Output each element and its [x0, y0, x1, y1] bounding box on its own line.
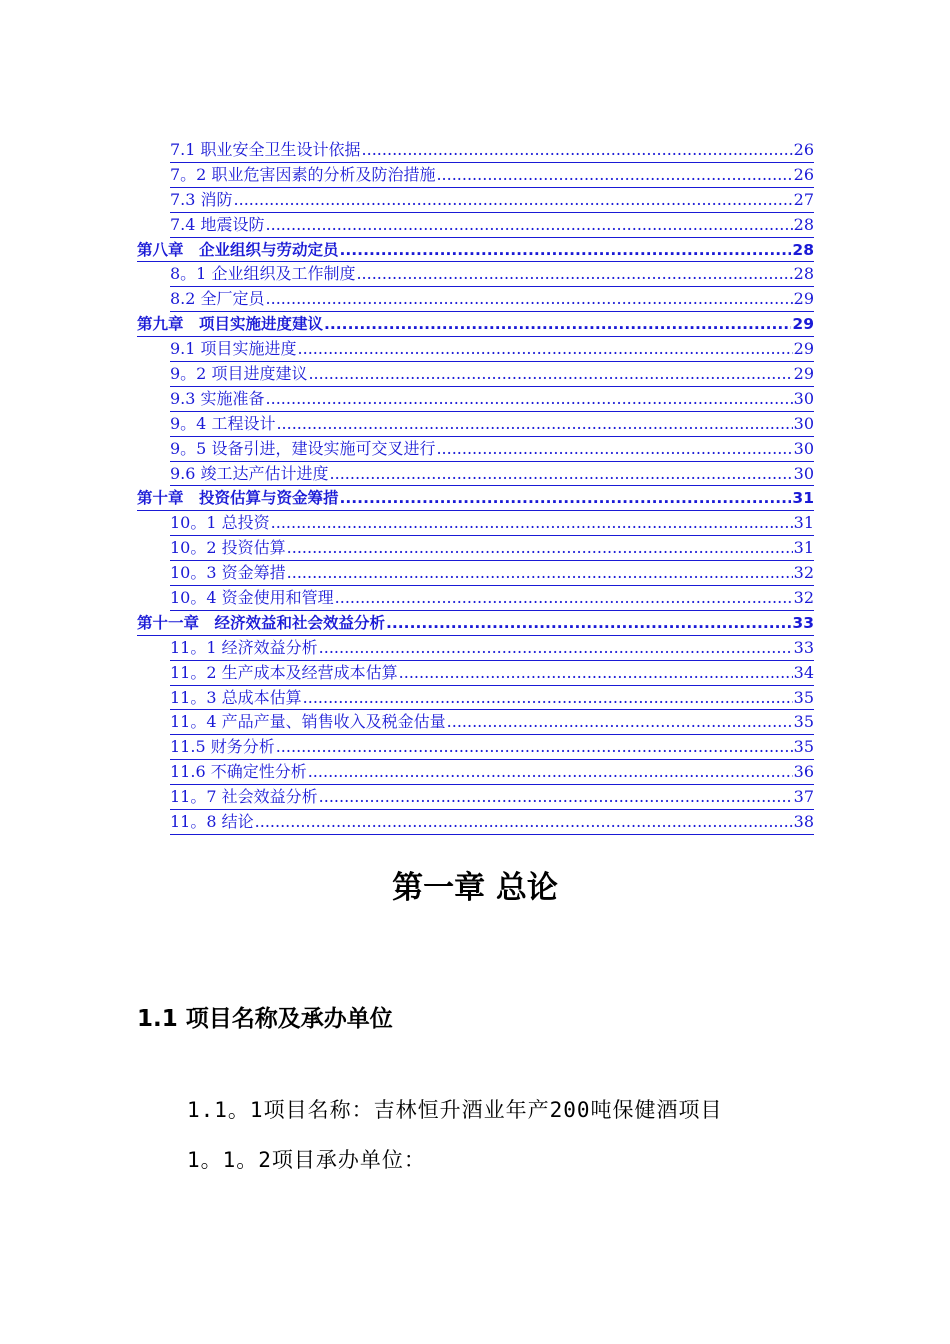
toc-page-number: 33 — [793, 637, 814, 657]
toc-page-number: 36 — [793, 762, 814, 782]
toc-page-number: 34 — [793, 662, 814, 682]
toc-page-number: 30 — [793, 438, 814, 458]
toc-leader-dots — [298, 337, 793, 362]
toc-entry-title: 9。5 设备引进，建设实施可交叉进行 — [170, 438, 436, 458]
toc-entry-title: 9.6 竣工达产估计进度 — [170, 463, 329, 483]
toc-page-number: 35 — [793, 687, 814, 707]
toc-chapter-link[interactable] — [137, 238, 814, 263]
toc-section-link[interactable] — [170, 138, 814, 163]
toc-leader-dots — [276, 412, 792, 437]
toc-page-number: 32 — [793, 563, 814, 583]
chapter-title: 第一章 总论 — [392, 870, 558, 906]
toc-page-number: 28 — [793, 264, 814, 284]
toc-entry-title: 第十章 投资估算与资金筹措 — [137, 489, 339, 508]
toc-page-number: 29 — [792, 315, 814, 334]
toc-page-number: 30 — [793, 413, 814, 433]
toc-section-link[interactable] — [170, 561, 814, 586]
toc-chapter-link[interactable] — [137, 611, 814, 636]
toc-leader-dots — [335, 586, 793, 611]
toc-entry-title: 10。1 总投资 — [170, 513, 270, 533]
toc-entry-title: 11.5 财务分析 — [170, 737, 275, 757]
toc-entry-title: 第八章 企业组织与劳动定员 — [137, 240, 339, 259]
toc-entry-title: 7。2 职业危害因素的分析及防治措施 — [170, 164, 436, 184]
toc-section-link[interactable] — [170, 536, 814, 561]
toc-entry-title: 第十一章 经济效益和社会效益分析 — [137, 613, 386, 632]
toc-leader-dots — [266, 287, 793, 312]
table-of-contents — [137, 138, 814, 835]
toc-leader-dots — [319, 785, 793, 810]
toc-entry-title: 11。4 产品产量、销售收入及税金估量 — [170, 712, 446, 732]
toc-entry-title: 10。2 投资估算 — [170, 538, 286, 558]
toc-page-number: 29 — [793, 339, 814, 359]
toc-entry-title: 7.3 消防 — [170, 189, 233, 209]
toc-leader-dots — [362, 138, 793, 163]
toc-leader-dots — [276, 735, 793, 760]
toc-entry-title: 9。2 项目进度建议 — [170, 364, 308, 384]
toc-leader-dots — [266, 213, 793, 238]
toc-section-link[interactable] — [170, 785, 814, 810]
toc-leader-dots — [255, 810, 793, 835]
toc-page-number: 30 — [793, 388, 814, 408]
toc-section-link[interactable] — [170, 287, 814, 312]
toc-section-link[interactable] — [170, 163, 814, 188]
toc-section-link[interactable] — [170, 661, 814, 686]
toc-leader-dots — [324, 312, 791, 337]
toc-page-number: 35 — [793, 712, 814, 732]
toc-section-link[interactable] — [170, 387, 814, 412]
toc-page-number: 31 — [793, 538, 814, 558]
toc-section-link[interactable] — [170, 213, 814, 238]
toc-page-number: 31 — [792, 489, 814, 508]
toc-leader-dots — [234, 188, 793, 213]
toc-section-link[interactable] — [170, 636, 814, 661]
toc-section-link[interactable] — [170, 710, 814, 735]
toc-entry-title: 7.4 地震设防 — [170, 214, 265, 234]
toc-leader-dots — [447, 710, 793, 735]
toc-section-link[interactable] — [170, 362, 814, 387]
toc-leader-dots — [399, 661, 793, 686]
toc-entry-title: 第九章 项目实施进度建议 — [137, 315, 324, 334]
toc-entry-title: 7.1 职业安全卫生设计依据 — [170, 140, 361, 159]
toc-entry-title: 8.2 全厂定员 — [170, 289, 265, 309]
toc-leader-dots — [308, 760, 793, 785]
toc-leader-dots — [340, 238, 792, 263]
toc-leader-dots — [287, 561, 793, 586]
toc-leader-dots — [340, 486, 792, 511]
toc-page-number: 35 — [793, 737, 814, 757]
toc-section-link[interactable] — [170, 412, 814, 437]
toc-leader-dots — [330, 462, 793, 487]
toc-page-number: 26 — [793, 140, 814, 159]
toc-page-number: 29 — [793, 364, 814, 384]
toc-section-link[interactable] — [170, 337, 814, 362]
toc-entry-title: 10。3 资金筹措 — [170, 563, 286, 583]
toc-page-number: 28 — [793, 214, 814, 234]
toc-leader-dots — [266, 387, 793, 412]
toc-section-link[interactable] — [170, 686, 814, 711]
toc-entry-title: 10。4 资金使用和管理 — [170, 588, 334, 608]
toc-page-number: 37 — [793, 787, 814, 807]
toc-page-number: 33 — [792, 613, 814, 632]
toc-section-link[interactable] — [170, 735, 814, 760]
toc-section-link[interactable] — [170, 511, 814, 536]
toc-leader-dots — [287, 536, 793, 561]
toc-page-number: 26 — [793, 164, 814, 184]
toc-leader-dots — [319, 636, 793, 661]
toc-leader-dots — [308, 362, 792, 387]
toc-page-number: 31 — [793, 513, 814, 533]
toc-section-link[interactable] — [170, 188, 814, 213]
toc-page-number: 28 — [792, 240, 814, 259]
toc-entry-title: 11。7 社会效益分析 — [170, 787, 318, 807]
toc-page-number: 38 — [793, 812, 814, 832]
toc-leader-dots — [436, 163, 792, 188]
toc-page-number: 32 — [793, 588, 814, 608]
project-name-line: 1.1。1项目名称：吉林恒升酒业年产200吨保健酒项目 — [187, 1098, 723, 1122]
toc-page-number: 29 — [793, 289, 814, 309]
toc-entry-title: 11。2 生产成本及经营成本估算 — [170, 662, 398, 682]
toc-leader-dots — [303, 686, 793, 711]
toc-page-number: 30 — [793, 463, 814, 483]
toc-entry-title: 11。1 经济效益分析 — [170, 637, 318, 657]
toc-section-link[interactable] — [170, 262, 814, 287]
toc-entry-title: 11。8 结论 — [170, 812, 254, 832]
toc-section-link[interactable] — [170, 462, 814, 487]
toc-section-link[interactable] — [170, 810, 814, 835]
toc-leader-dots — [356, 262, 792, 287]
section-title: 1.1 项目名称及承办单位 — [137, 1006, 393, 1032]
toc-section-link[interactable] — [170, 760, 814, 785]
toc-section-link[interactable] — [170, 586, 814, 611]
toc-leader-dots — [436, 437, 792, 462]
toc-entry-title: 11。3 总成本估算 — [170, 687, 302, 707]
toc-entry-title: 9.1 项目实施进度 — [170, 339, 297, 359]
toc-entry-title: 9。4 工程设计 — [170, 413, 276, 433]
toc-leader-dots — [386, 611, 791, 636]
toc-chapter-link[interactable] — [137, 486, 814, 511]
toc-entry-title: 11.6 不确定性分析 — [170, 762, 307, 782]
project-undertaker-line: 1。1。2项目承办单位： — [187, 1148, 426, 1172]
toc-leader-dots — [271, 511, 793, 536]
toc-entry-title: 8。1 企业组织及工作制度 — [170, 264, 356, 284]
toc-section-link[interactable] — [170, 437, 814, 462]
toc-page-number: 27 — [793, 189, 814, 209]
toc-chapter-link[interactable] — [137, 312, 814, 337]
toc-entry-title: 9.3 实施准备 — [170, 388, 265, 408]
